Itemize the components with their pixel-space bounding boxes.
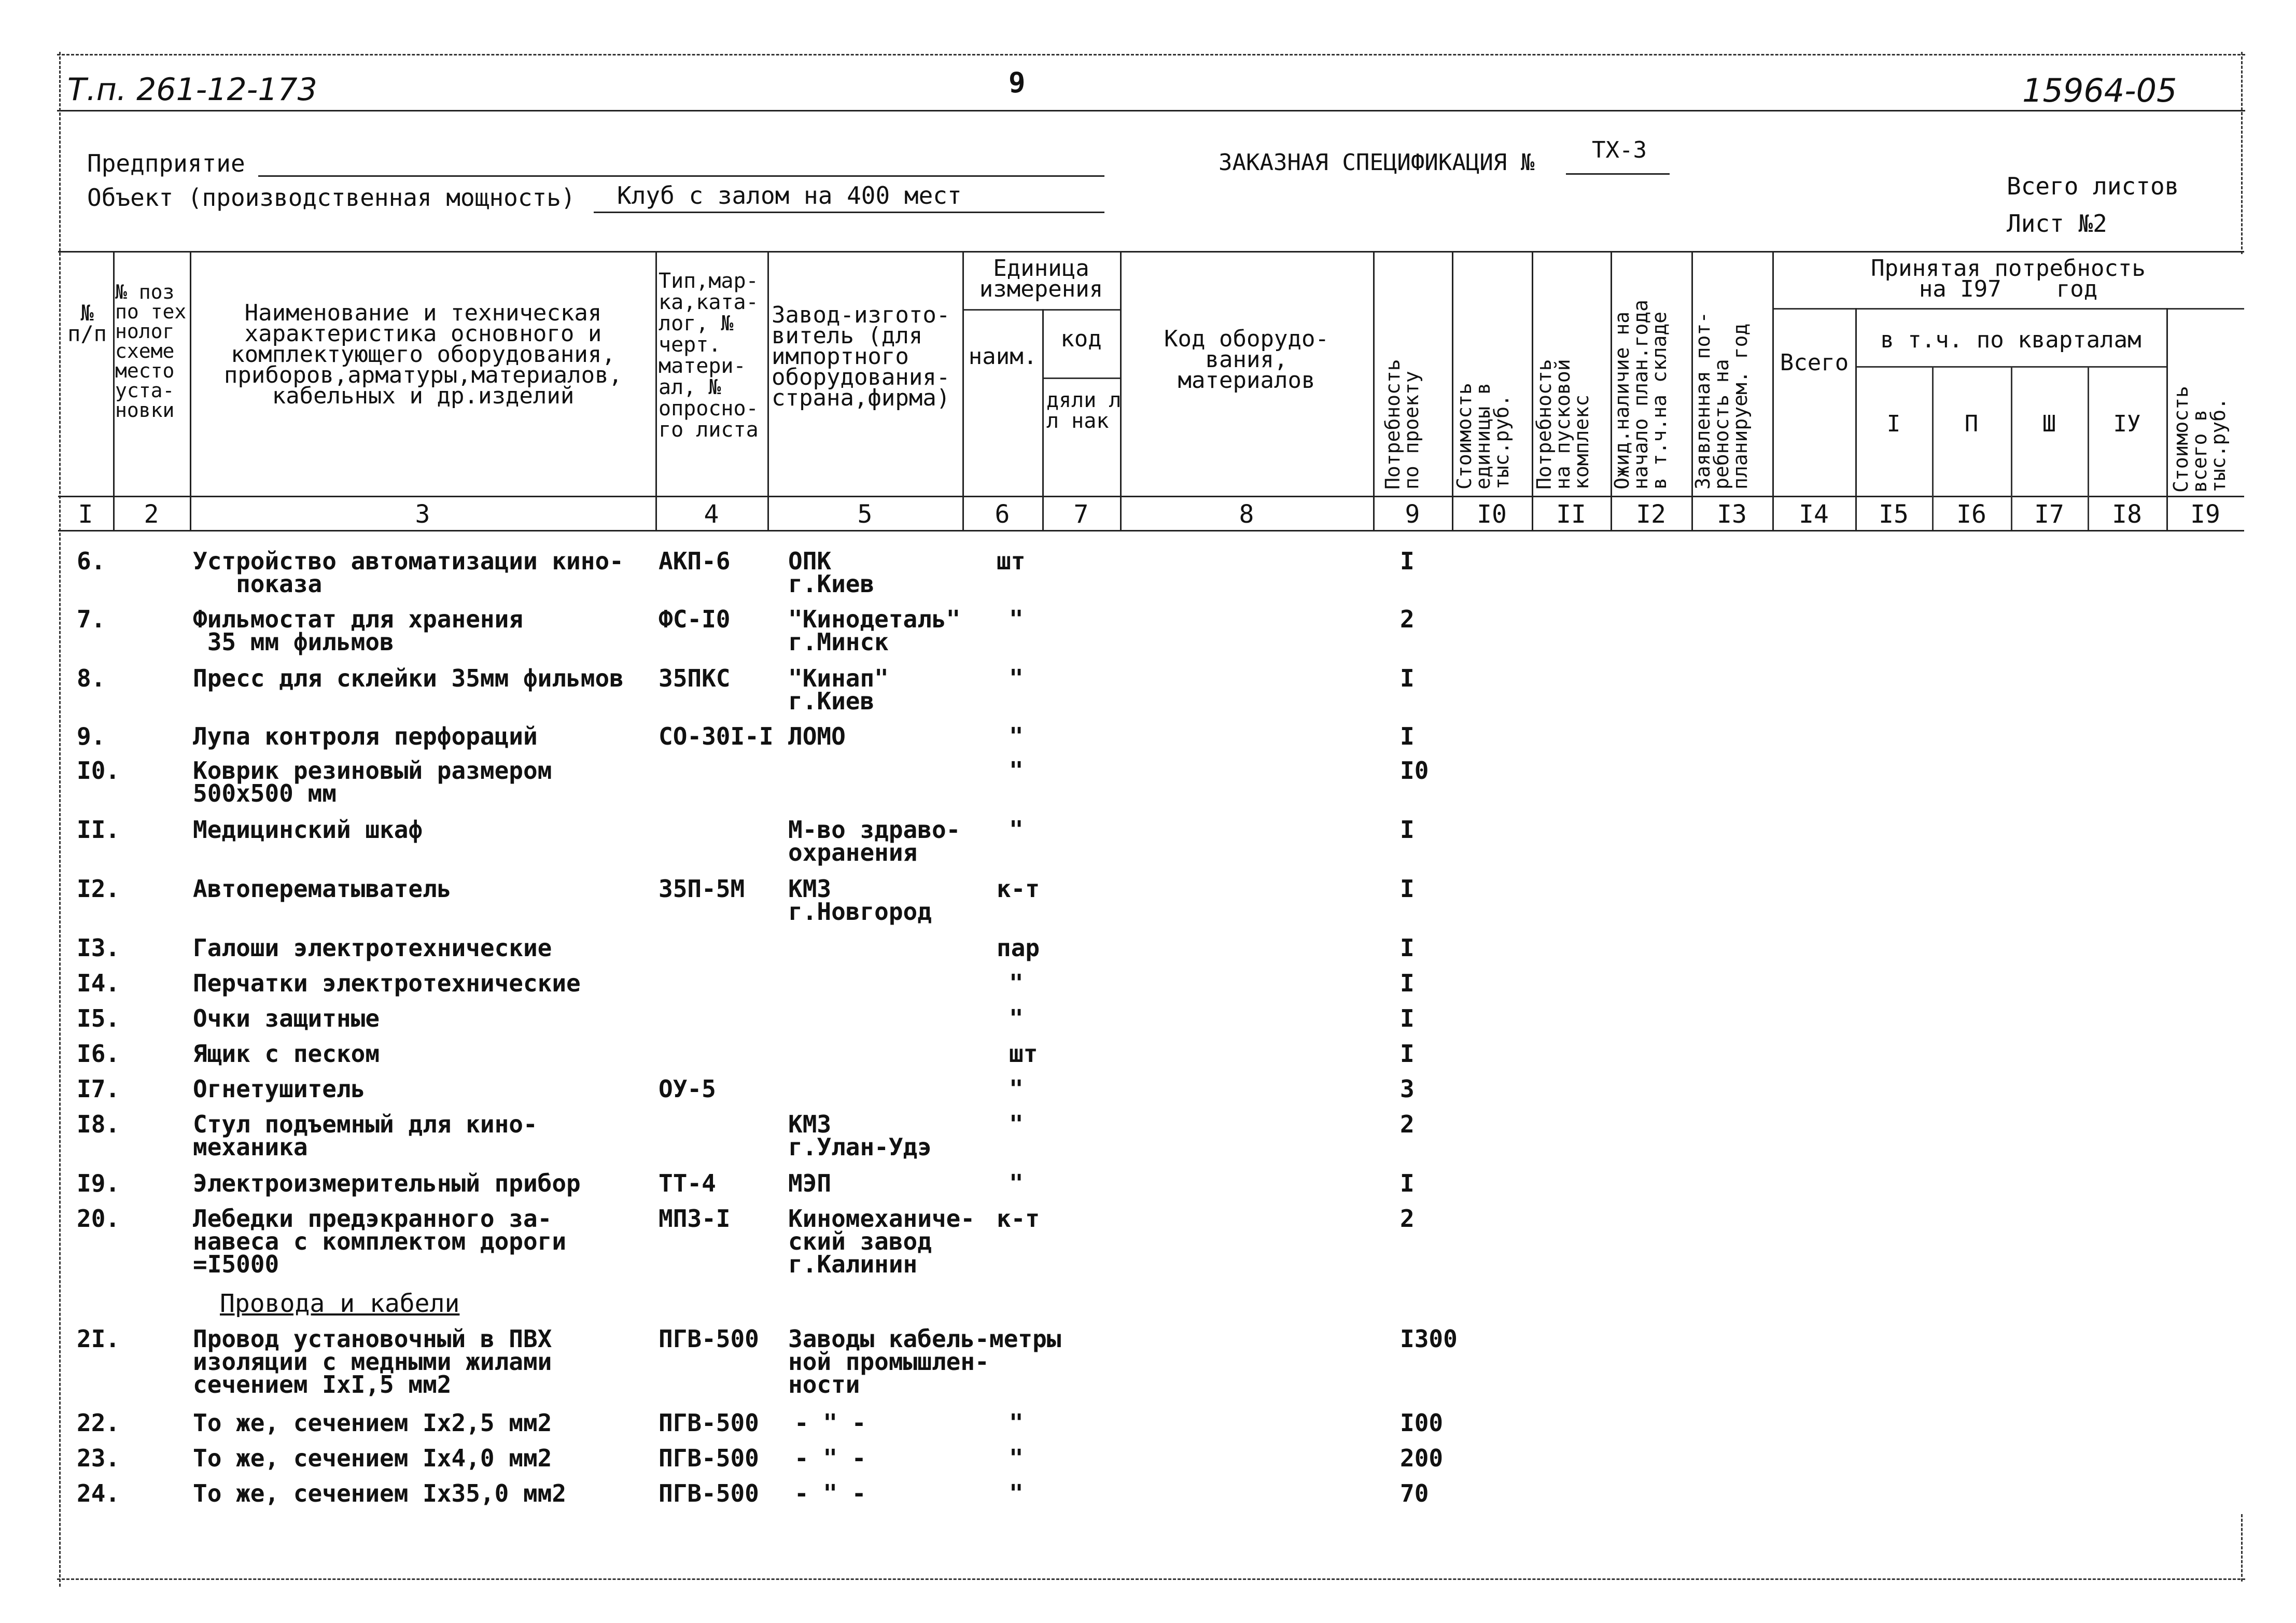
- row-maker: - " -: [794, 1444, 866, 1472]
- row-maker: М-во здраво- охранения: [788, 816, 961, 866]
- col-number-11: II: [1556, 500, 1586, 529]
- left-frame-line: [59, 52, 61, 1587]
- row-number: 8.: [77, 664, 106, 692]
- row-number: 24.: [77, 1479, 120, 1507]
- row-unit: ": [1009, 757, 1024, 785]
- row-number: I3.: [77, 934, 120, 962]
- right-frame-line-bottom: [2241, 1514, 2243, 1582]
- row-number: 23.: [77, 1444, 120, 1472]
- row-maker: "Кинодеталь" г.Минск: [788, 605, 961, 656]
- row-unit: ": [1009, 1169, 1024, 1197]
- sheet-label: Лист №2: [2007, 209, 2107, 237]
- col-header-project-need: Потребность по проекту: [1381, 359, 1423, 489]
- row-number: I8.: [77, 1110, 120, 1138]
- row-name: Пресс для склейки 35мм фильмов: [193, 664, 624, 692]
- enterprise-label: Предприятие: [87, 149, 245, 177]
- enterprise-underline: [258, 175, 1104, 177]
- row-qty: 2: [1400, 605, 1415, 633]
- row-name: Фильмостат для хранения 35 мм фильмов: [193, 605, 523, 656]
- row-maker: КМЗ г.Новгород: [788, 875, 932, 926]
- col-header-startup-need: Потребность на пусковой комплекс: [1533, 359, 1593, 489]
- row-number: I0.: [77, 757, 120, 785]
- row-unit: шт: [1009, 1040, 1038, 1068]
- row-name: Провод установочный в ПВХ изоляции с медными жилами сечением IхI,5 мм2: [193, 1325, 552, 1398]
- doc-ref: Т.п. 261-12-173: [67, 72, 317, 108]
- col-header-pos: № поз по тех нолог схеме место уста- новки: [115, 281, 187, 422]
- row-name: То же, сечением Iх2,5 мм2: [193, 1409, 552, 1437]
- row-unit: ": [1009, 722, 1024, 750]
- col-line-8: [1373, 251, 1375, 530]
- col-header-declared-need: Заявленная пот- ребность на планируем. год: [1691, 311, 1752, 489]
- row-type: ПГВ-500: [659, 1325, 759, 1353]
- row-unit: ": [1009, 1110, 1024, 1138]
- row-qty: I300: [1400, 1325, 1458, 1353]
- row-unit: ": [1009, 605, 1024, 633]
- row-type: 35ПКС: [659, 664, 731, 692]
- right-frame-line-top: [2241, 52, 2243, 254]
- col-number-13: I3: [1717, 500, 1747, 529]
- col-number-5: 5: [857, 500, 873, 529]
- row-unit: ": [1009, 1004, 1024, 1032]
- row-number: 2I.: [77, 1325, 120, 1353]
- row-number: I9.: [77, 1169, 120, 1197]
- row-number: I5.: [77, 1004, 120, 1032]
- row-name: Лебедки предэкранного за- навеса с комплектом дороги =I5000: [193, 1205, 567, 1278]
- col-header-unit-name: наим.: [968, 343, 1038, 370]
- col-number-18: I8: [2112, 500, 2142, 529]
- row-unit: ": [1009, 969, 1024, 997]
- col-header-equipment-code: Код оборудо- вания, материалов: [1164, 326, 1329, 394]
- row-maker: Киномеханиче- ский завод г.Калинин: [788, 1205, 975, 1278]
- col-header-expected-stock: Ожид.наличие на начало план.года в т.ч.на складе: [1611, 299, 1671, 489]
- row-qty: I: [1400, 1004, 1415, 1032]
- row-maker: МЭП: [788, 1169, 832, 1197]
- row-name: Перчатки электротехнические: [193, 969, 581, 997]
- row-qty: I: [1400, 664, 1415, 692]
- spec-number: ТХ-3: [1592, 137, 1647, 163]
- row-name: Лупа контроля перфораций: [193, 722, 538, 750]
- row-number: II.: [77, 816, 120, 844]
- row-maker: - " -: [794, 1479, 866, 1507]
- col-header-num: № п/п: [67, 300, 107, 346]
- row-qty: 2: [1400, 1110, 1415, 1138]
- row-unit: к-т: [997, 875, 1040, 903]
- row-name: То же, сечением Iх4,0 мм2: [193, 1444, 552, 1472]
- col-header-maker: Завод-изгото- витель (для импортного оборудования- страна,фирма): [772, 302, 950, 411]
- row-unit: ": [1009, 1409, 1024, 1437]
- row-name: Автоперематыватель: [193, 875, 452, 903]
- col-number-2: 2: [144, 500, 159, 529]
- row-type: ТТ-4: [659, 1169, 716, 1197]
- col-number-17: I7: [2034, 500, 2064, 529]
- row-qty: I00: [1400, 1409, 1444, 1437]
- col-line-3: [655, 251, 657, 530]
- row-qty: 70: [1400, 1479, 1429, 1507]
- col-header-q2: П: [1964, 411, 1979, 437]
- row-number: I6.: [77, 1040, 120, 1068]
- row-type: ПГВ-500: [659, 1479, 759, 1507]
- row-maker: "Кинап" г.Киев: [788, 664, 889, 715]
- col-line-4: [767, 251, 769, 530]
- col-header-type: Тип,мар- ка,ката- лог, № черт. матери- ал, № опросно- го листа: [659, 269, 759, 442]
- col-header-unit-code: код: [1060, 326, 1102, 352]
- row-name: Коврик резиновый размером 500х500 мм: [193, 757, 552, 807]
- row-number: I2.: [77, 875, 120, 903]
- col-header-unit-cost: Стоимость единицы в тыс.руб.: [1453, 383, 1513, 489]
- row-qty: I: [1400, 547, 1415, 575]
- row-type: ОУ-5: [659, 1075, 716, 1103]
- col-header-unit-code-sub: дяли л л нак: [1046, 388, 1122, 433]
- row-name: Огнетушитель: [193, 1075, 366, 1103]
- row-unit: метры: [989, 1325, 1061, 1353]
- row-name: Ящик с песком: [193, 1040, 380, 1068]
- row-unit: шт: [997, 547, 1026, 575]
- col-number-19: I9: [2190, 500, 2220, 529]
- col-number-4: 4: [704, 500, 719, 529]
- row-type: ПГВ-500: [659, 1444, 759, 1472]
- row-name: Стул подъемный для кино- механика: [193, 1110, 538, 1161]
- col-header-quarters: в т.ч. по кварталам: [1880, 327, 2141, 353]
- col-number-16: I6: [1956, 500, 1986, 529]
- object-label: Объект (производственная мощность): [87, 184, 576, 212]
- numbers-bottom-line: [58, 530, 2244, 531]
- row-name: Медицинский шкаф: [193, 816, 423, 844]
- row-unit: ": [1009, 1075, 1024, 1103]
- row-number: I7.: [77, 1075, 120, 1103]
- row-qty: I: [1400, 722, 1415, 750]
- unit-group-line: [962, 309, 1120, 311]
- col-number-9: 9: [1405, 500, 1420, 529]
- col-header-name: Наименование и техническая характеристика основного и комплектующего оборудования, приборов,арматуры,материалов, кабельных и др.изделий: [223, 300, 623, 409]
- col-header-total-cost: Стоимость всего в тыс.руб.: [2169, 386, 2230, 493]
- row-type: МПЗ-I: [659, 1205, 731, 1233]
- col-number-12: I2: [1636, 500, 1666, 529]
- col-number-1: I: [78, 500, 93, 529]
- header-bottom-line: [58, 496, 2244, 497]
- col-number-10: I0: [1477, 500, 1507, 529]
- row-qty: I: [1400, 969, 1415, 997]
- table-top-line: [58, 251, 2244, 253]
- col-number-15: I5: [1879, 500, 1909, 529]
- page-number: 9: [1009, 66, 1026, 99]
- col-header-q3: Ш: [2042, 411, 2056, 437]
- row-unit: пар: [997, 934, 1040, 962]
- object-value: Клуб с залом на 400 мест: [617, 181, 962, 209]
- code-split-line: [1042, 377, 1120, 379]
- bottom-frame-line: [57, 1578, 2245, 1580]
- accepted-group-line: [1772, 308, 2244, 310]
- row-type: ФС-I0: [659, 605, 731, 633]
- row-qty: I: [1400, 934, 1415, 962]
- header-rule: [57, 110, 2245, 111]
- row-qty: I: [1400, 875, 1415, 903]
- row-maker: ОПК г.Киев: [788, 547, 875, 598]
- col-header-accepted: Принятая потребность на I97 год: [1871, 255, 2146, 302]
- row-type: АКП-6: [659, 547, 731, 575]
- spec-label: ЗАКАЗНАЯ СПЕЦИФИКАЦИЯ №: [1219, 149, 1535, 176]
- row-maker: КМЗ г.Улан-Удэ: [788, 1110, 932, 1161]
- row-type: СО-30I-I: [659, 722, 774, 750]
- col-line-18: [2166, 308, 2168, 530]
- row-name: То же, сечением Iх35,0 мм2: [193, 1479, 567, 1507]
- col-number-8: 8: [1239, 500, 1254, 529]
- row-qty: I: [1400, 1040, 1415, 1068]
- row-name: Очки защитные: [193, 1004, 380, 1032]
- row-unit: ": [1009, 1479, 1024, 1507]
- col-header-total: Всего: [1780, 349, 1849, 376]
- row-maker: - " -: [794, 1409, 866, 1437]
- row-unit: ": [1009, 1444, 1024, 1472]
- section-heading-wires: Провода и кабели: [220, 1289, 460, 1318]
- row-qty: 3: [1400, 1075, 1415, 1103]
- col-number-6: 6: [995, 500, 1010, 529]
- col-number-3: 3: [415, 500, 430, 529]
- row-qty: I: [1400, 816, 1415, 844]
- row-qty: I0: [1400, 757, 1429, 785]
- object-underline: [594, 212, 1104, 213]
- row-name: Галоши электротехнические: [193, 934, 552, 962]
- row-qty: 2: [1400, 1205, 1415, 1233]
- archive-number: 15964-05: [2022, 72, 2177, 109]
- row-number: 20.: [77, 1205, 120, 1233]
- row-name: Электроизмерительный прибор: [193, 1169, 581, 1197]
- row-number: I4.: [77, 969, 120, 997]
- col-number-7: 7: [1073, 500, 1089, 529]
- row-type: 35П-5М: [659, 875, 745, 903]
- col-header-q4: IУ: [2113, 411, 2141, 437]
- row-unit: ": [1009, 816, 1024, 844]
- row-type: ПГВ-500: [659, 1409, 759, 1437]
- row-unit: к-т: [997, 1205, 1040, 1233]
- row-number: 7.: [77, 605, 106, 633]
- total-sheets-label: Всего листов: [2007, 172, 2179, 200]
- row-maker: ЛОМО: [788, 722, 846, 750]
- row-qty: 200: [1400, 1444, 1444, 1472]
- spec-underline: [1566, 173, 1670, 175]
- col-line-1: [113, 251, 115, 530]
- top-frame-line: [57, 54, 2245, 55]
- row-qty: I: [1400, 1169, 1415, 1197]
- row-maker: Заводы кабель- ной промышлен- ности: [788, 1325, 989, 1398]
- col-number-14: I4: [1799, 500, 1829, 529]
- row-name: Устройство автоматизации кино- показа: [193, 547, 624, 598]
- row-number: 9.: [77, 722, 106, 750]
- col-header-q1: I: [1886, 411, 1901, 437]
- row-number: 6.: [77, 547, 106, 575]
- col-header-unit-group: Единица измерения: [979, 255, 1103, 302]
- row-number: 22.: [77, 1409, 120, 1437]
- row-unit: ": [1009, 664, 1024, 692]
